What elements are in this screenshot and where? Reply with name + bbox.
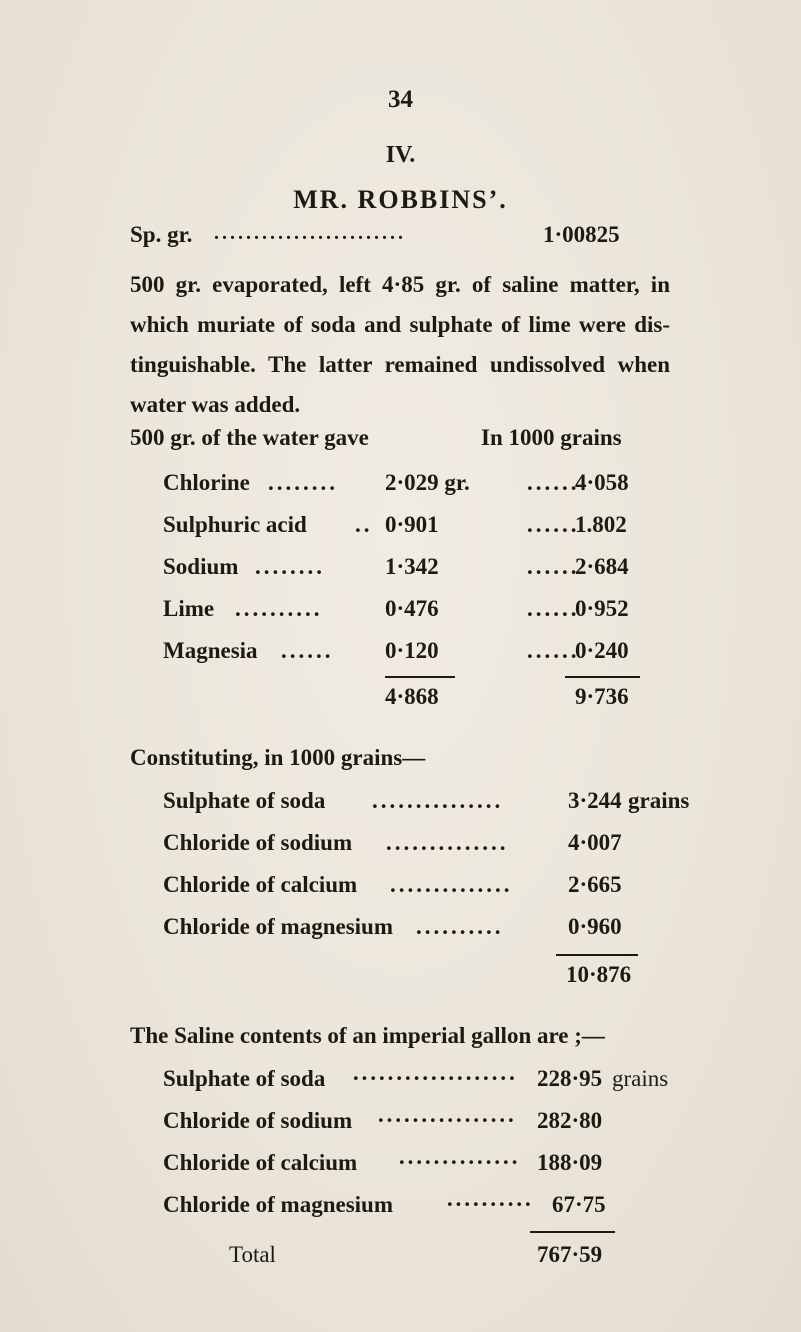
analysis-row-leader-2: ......: [527, 512, 580, 537]
analysis-row-value-1000: 0·240: [575, 638, 629, 663]
gallon-row-value: 188·09: [537, 1150, 603, 1175]
analysis-row-leader-2: ......: [527, 596, 580, 621]
analysis-row-leader: ........: [268, 470, 338, 495]
analysis-row-value-1000: 1.802: [575, 512, 627, 537]
gallon-total: 767·59: [537, 1242, 603, 1267]
gallon-row-value: 282·80: [537, 1108, 603, 1133]
gallon-row-leader: ················: [377, 1108, 516, 1133]
gallon-row-name: Chloride of sodium: [163, 1108, 353, 1133]
analysis-row-value-500: 1·342: [385, 554, 439, 579]
gallon-total-label: Total: [229, 1242, 276, 1267]
analysis-row-name: Sulphuric acid: [163, 512, 307, 537]
constituting-row-name: Sulphate of soda: [163, 788, 326, 813]
analysis-row-value-500: 2·029 gr.: [385, 470, 470, 495]
gallon-row-leader: ··············: [398, 1150, 520, 1175]
analysis-row-leader: ..: [355, 512, 373, 537]
sp-gr-leader: ........................: [214, 222, 406, 244]
analysis-total-1000: 9·736: [575, 684, 629, 709]
gallon-row-name: Sulphate of soda: [163, 1066, 326, 1091]
constituting-row-value: 2·665: [568, 872, 622, 897]
analysis-row-leader: ........: [255, 554, 325, 579]
gallon-row-unit: grains: [612, 1066, 669, 1091]
constituting-row-value: 4·007: [568, 830, 622, 855]
constituting-row-value: 3·244: [568, 788, 622, 813]
paragraph-line: water was added.: [130, 392, 301, 417]
analysis-row-leader: ..........: [235, 596, 323, 621]
constituting-row-leader: ..............: [386, 830, 509, 855]
section-heading: MR. ROBBINS’.: [293, 185, 508, 214]
paragraph-line: 500 gr. evaporated, left 4·85 gr. of saline matter, in: [130, 272, 670, 297]
constituting-total-rule: [556, 954, 638, 956]
analysis-row-name: Lime: [163, 596, 215, 621]
analysis-total-500: 4·868: [385, 684, 439, 709]
analysis-row-value-1000: 0·952: [575, 596, 629, 621]
analysis-row-name: Magnesia: [163, 638, 258, 663]
gallon-row-value: 228·95: [537, 1066, 603, 1091]
analysis-row-leader: ......: [281, 638, 334, 663]
constituting-row-leader: ..........: [416, 914, 504, 939]
analysis-row-leader-2: ......: [527, 470, 580, 495]
constituting-row-leader: ..............: [390, 872, 513, 897]
gallon-row-leader: ···················: [352, 1066, 517, 1091]
description-paragraph: [130, 265, 670, 425]
analysis-row-value-1000: 2·684: [575, 554, 629, 579]
gallon-total-rule: [530, 1231, 615, 1233]
page-number: 34: [388, 86, 413, 113]
gallon-row-value: 67·75: [552, 1192, 606, 1217]
gallon-heading: The Saline contents of an imperial gallon are ;—: [130, 1023, 605, 1048]
section-numeral: IV.: [385, 142, 416, 168]
constituting-row-unit: grains: [628, 788, 690, 813]
constituting-row-name: Chloride of calcium: [163, 872, 358, 897]
analysis-row-leader-2: ......: [527, 554, 580, 579]
constituting-row-name: Chloride of sodium: [163, 830, 353, 855]
analysis-total-rule-1000: [565, 676, 640, 678]
sp-gr-value: 1·00825: [543, 222, 620, 247]
constituting-total: 10·876: [566, 962, 632, 987]
analysis-row-value-500: 0·901: [385, 512, 439, 537]
paragraph-line: which muriate of soda and sulphate of lime were dis-: [130, 312, 670, 337]
analysis-row-name: Chlorine: [163, 470, 250, 495]
constituting-heading: Constituting, in 1000 grains—: [130, 745, 426, 770]
analysis-row-leader-2: ......: [527, 638, 580, 663]
gallon-row-name: Chloride of magnesium: [163, 1192, 393, 1217]
analysis-row-name: Sodium: [163, 554, 239, 579]
paragraph-line: tinguishable. The latter remained undissolved when: [130, 352, 670, 377]
constituting-row-name: Chloride of magnesium: [163, 914, 393, 939]
gallon-row-leader: ··········: [446, 1192, 533, 1217]
analysis-total-rule-500: [385, 676, 455, 678]
analysis-row-value-1000: 4·058: [575, 470, 629, 495]
analysis-header-right: In 1000 grains: [481, 425, 622, 450]
constituting-row-leader: ...............: [372, 788, 504, 813]
analysis-header-left: 500 gr. of the water gave: [130, 425, 369, 450]
analysis-row-value-500: 0·476: [385, 596, 439, 621]
constituting-row-value: 0·960: [568, 914, 622, 939]
gallon-row-name: Chloride of calcium: [163, 1150, 358, 1175]
analysis-row-value-500: 0·120: [385, 638, 439, 663]
sp-gr-label: Sp. gr.: [130, 222, 193, 247]
